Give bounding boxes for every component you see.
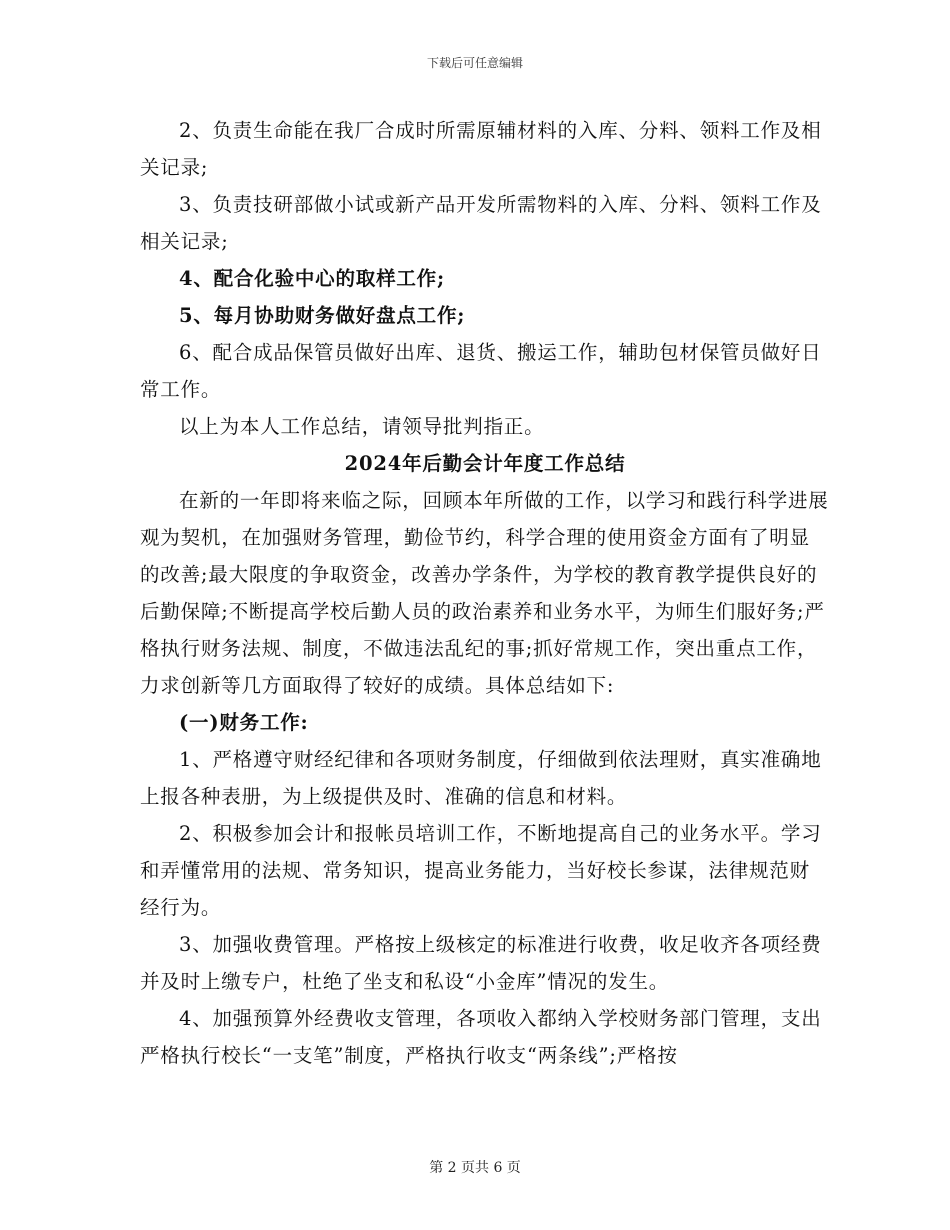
paragraph-item-5: 5、每月协助财务做好盘点工作; [179, 304, 466, 327]
intro-paragraph: 在新的一年即将来临之际，回顾本年所做的工作，以学习和践行科学进展观为契机，在加强财务管理，勤俭节约，科学合理的使用资金方面有了明显的改善;最大限度的争取资金，改善办学条件，为学校的教育教学提供良好的后勤保障;不断提高学校后勤人员的政治素养和业务水平，为师生们服好务;严格执行财务法规、制度，不做违法乱纪的事;抓好常规工作，突出重点工作，力求创新等几方面取得了较好的成绩。具体总结如下: [140, 489, 829, 697]
subsection-heading: (一)财务工作: [179, 711, 309, 734]
closing-remark: 以上为本人工作总结，请领导批判指正。 [179, 415, 545, 438]
document-body [140, 112, 830, 1074]
header-note: 下载后可任意编辑 [426, 56, 523, 70]
paragraph-item-2: 2、负责生命能在我厂合成时所需原辅材料的入库、分料、领料工作及相关记录; [140, 119, 822, 179]
finance-item-3: 3、加强收费管理。严格按上级核定的标准进行收费，收足收齐各项经费并及时上缴专户，杜绝了坐支和私设“小金库”情况的发生。 [140, 933, 822, 993]
finance-item-2: 2、积极参加会计和报帐员培训工作，不断地提高自己的业务水平。学习和弄懂常用的法规、常务知识，提高业务能力，当好校长参谋，法律规范财经行为。 [140, 822, 822, 919]
paragraph-item-6: 6、配合成品保管员做好出库、退货、搬运工作，辅助包材保管员做好日常工作。 [140, 341, 822, 401]
page-number: 第 2 页共 6 页 [429, 1160, 521, 1176]
paragraph-item-4: 4、配合化验中心的取样工作; [179, 267, 445, 290]
finance-item-1: 1、严格遵守财经纪律和各项财务制度，仔细做到依法理财，真实准确地上报各种表册，为上级提供及时、准确的信息和材料。 [140, 748, 822, 808]
section-title: 2024年后勤会计年度工作总结 [344, 452, 626, 475]
paragraph-item-3: 3、负责技研部做小试或新产品开发所需物料的入库、分料、领料工作及相关记录; [140, 193, 822, 253]
finance-item-4: 4、加强预算外经费收支管理，各项收入都纳入学校财务部门管理，支出严格执行校长“一支笔”制度，严格执行收支“两条线”;严格按 [140, 1007, 822, 1067]
